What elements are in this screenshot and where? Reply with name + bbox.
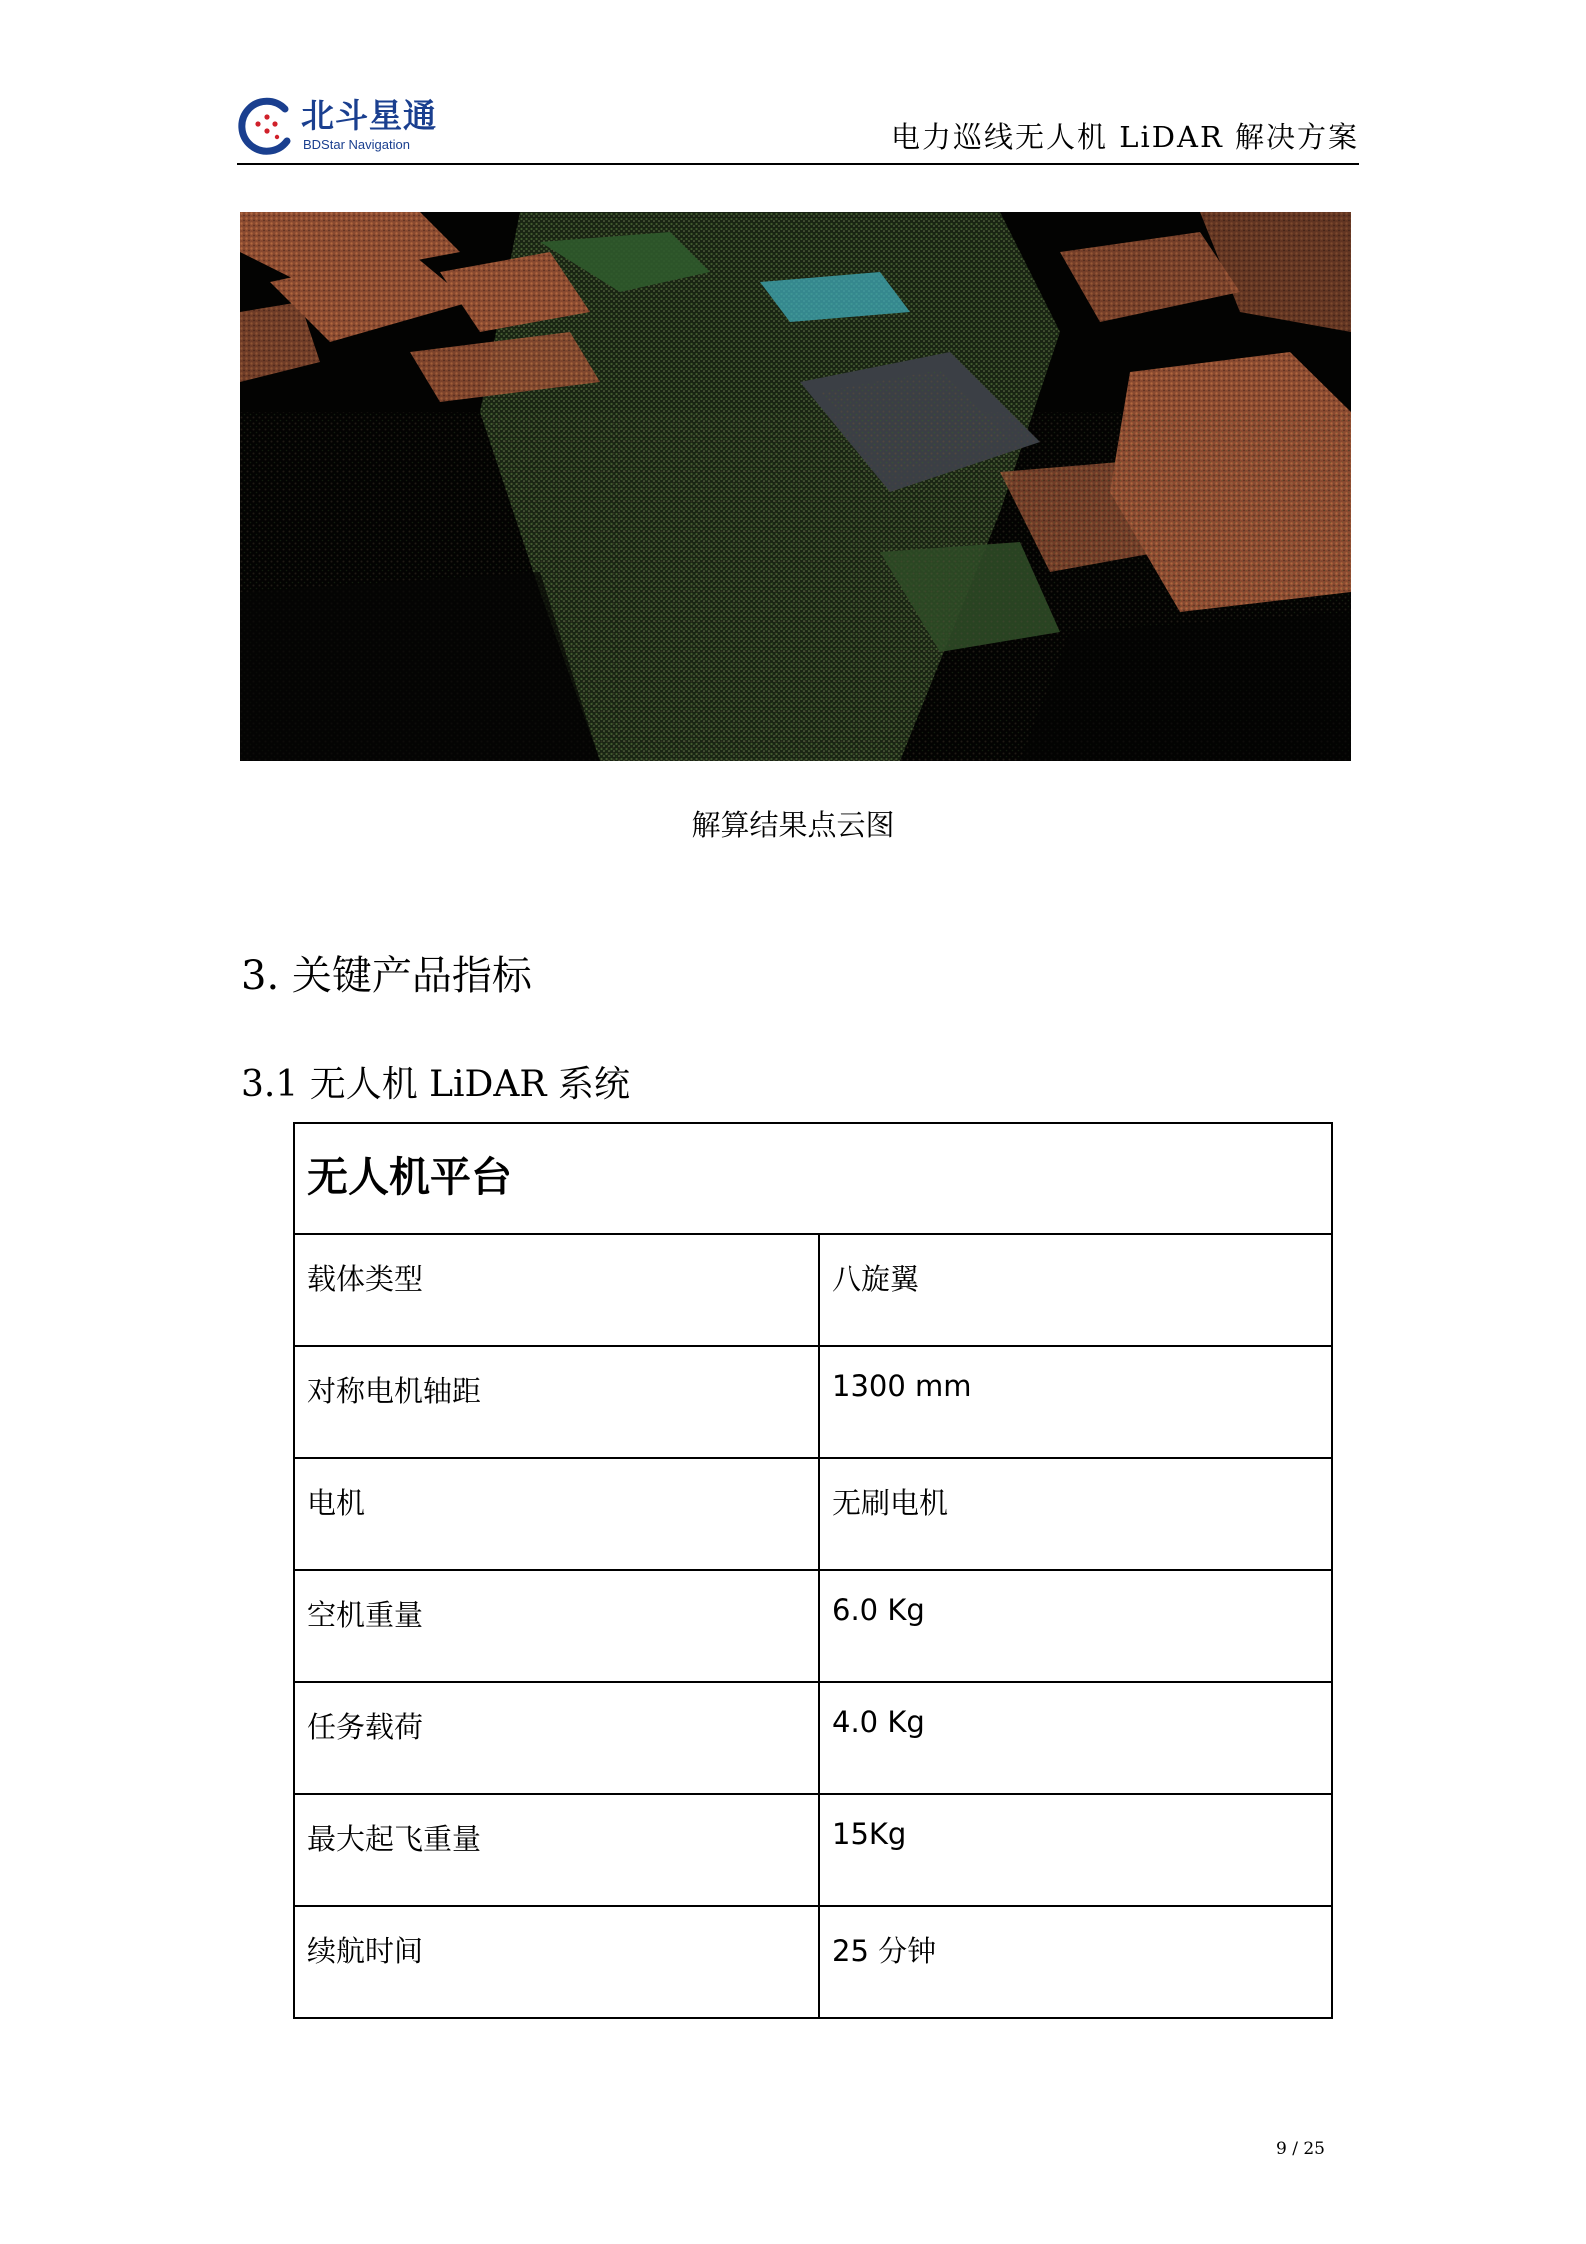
row-value: 25 分钟 <box>819 1906 1332 2018</box>
row-label: 空机重量 <box>294 1570 819 1682</box>
table-row <box>294 1346 1332 1458</box>
figure-caption: 解算结果点云图 <box>691 808 895 842</box>
row-value: 4.0 Kg <box>819 1682 1332 1794</box>
table-row <box>294 1906 1332 2018</box>
row-value: 1300 mm <box>819 1346 1332 1458</box>
table-row <box>294 1682 1332 1794</box>
table-title-row <box>294 1123 1332 1234</box>
table-row <box>294 1458 1332 1570</box>
row-label: 续航时间 <box>294 1906 819 2018</box>
row-label: 电机 <box>294 1458 819 1570</box>
row-value: 无刷电机 <box>819 1458 1332 1570</box>
table-row <box>294 1234 1332 1346</box>
logo-text-en: BDStar Navigation <box>303 137 410 152</box>
row-label: 最大起飞重量 <box>294 1794 819 1906</box>
header-divider <box>237 163 1359 165</box>
logo-text-cn: 北斗星通 <box>301 96 437 135</box>
row-label: 载体类型 <box>294 1234 819 1346</box>
row-value: 15Kg <box>819 1794 1332 1906</box>
section-heading: 3. 关键产品指标 <box>241 953 532 999</box>
logo-mark-icon <box>237 97 295 155</box>
table-title: 无人机平台 <box>294 1123 1332 1234</box>
row-value: 八旋翼 <box>819 1234 1332 1346</box>
page-number: 9 / 25 <box>1276 2139 1325 2159</box>
table-row <box>294 1794 1332 1906</box>
page-header <box>237 95 1359 165</box>
row-value: 6.0 Kg <box>819 1570 1332 1682</box>
point-cloud-image <box>240 212 1351 761</box>
table-row <box>294 1570 1332 1682</box>
document-title: 电力巡线无人机 LiDAR 解决方案 <box>891 120 1359 154</box>
spec-table <box>293 1122 1333 2019</box>
row-label: 任务载荷 <box>294 1682 819 1794</box>
row-label: 对称电机轴距 <box>294 1346 819 1458</box>
company-logo <box>237 95 457 157</box>
subsection-heading: 3.1 无人机 LiDAR 系统 <box>241 1064 630 1105</box>
